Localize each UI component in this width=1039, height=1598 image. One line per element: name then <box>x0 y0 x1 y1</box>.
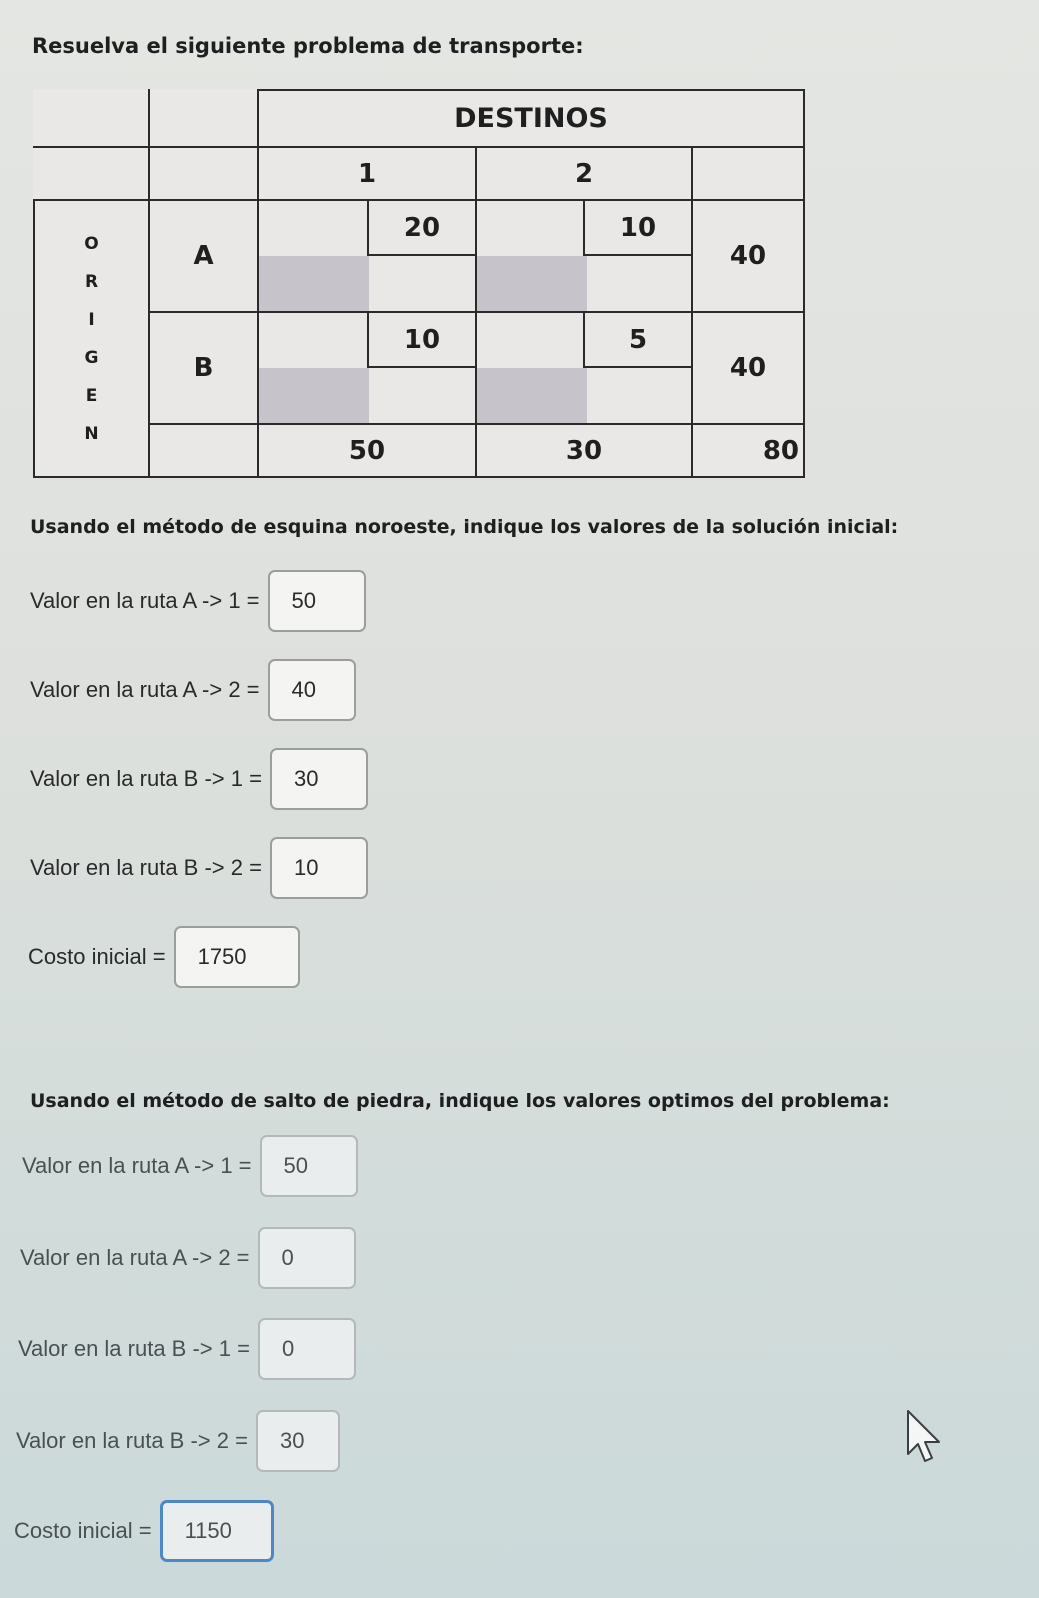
empty-demand-label <box>149 424 258 477</box>
section-1-title: Usando el método de esquina noroeste, indique los valores de la solución inicial: <box>30 516 899 538</box>
problem-title: Resuelva el siguiente problema de transporte: <box>32 34 584 58</box>
origin-a-label: A <box>149 200 258 312</box>
nw-route-b1-row <box>30 748 368 810</box>
route-label: Valor en la ruta B -> 2 = <box>16 1428 248 1453</box>
demand-1: 50 <box>258 424 476 477</box>
cell-b-1 <box>258 312 476 424</box>
section-2-title: Usando el método de salto de piedra, indique los valores optimos del problema: <box>30 1090 890 1112</box>
total-supply-demand: 80 <box>692 424 804 477</box>
cell-a-2 <box>476 200 692 312</box>
ss-route-b1-input[interactable]: 0 <box>258 1318 356 1380</box>
ss-cost-input[interactable]: 1150 <box>160 1500 274 1562</box>
nw-route-b2-row <box>30 837 368 899</box>
nw-route-b1-input[interactable]: 30 <box>270 748 368 810</box>
origen-label <box>34 200 149 477</box>
ss-route-a1-row <box>22 1135 358 1197</box>
cost-b-2: 5 <box>583 313 691 368</box>
nw-route-a1-input[interactable]: 50 <box>268 570 366 632</box>
allocation-area <box>477 256 587 311</box>
nw-route-a2-input[interactable]: 40 <box>268 659 356 721</box>
origen-letter: E <box>85 385 98 406</box>
empty-header-cell <box>692 147 804 200</box>
cost-label: Costo inicial = <box>14 1518 152 1543</box>
origen-letter: R <box>84 271 99 292</box>
destinos-header: DESTINOS <box>258 90 804 147</box>
allocation-area <box>259 368 369 423</box>
cell-a-1 <box>258 200 476 312</box>
nw-cost-row <box>28 926 300 988</box>
supply-a: 40 <box>692 200 804 312</box>
empty-corner <box>34 147 149 200</box>
origen-letter: O <box>84 233 99 254</box>
nw-cost-input[interactable]: 1750 <box>174 926 300 988</box>
cost-a-1: 20 <box>367 201 475 256</box>
ss-route-b2-row <box>16 1410 340 1472</box>
transport-table <box>33 89 805 478</box>
ss-route-a2-input[interactable]: 0 <box>258 1227 356 1289</box>
supply-b: 40 <box>692 312 804 424</box>
cost-label: Costo inicial = <box>28 944 166 969</box>
mouse-pointer-icon <box>905 1408 949 1468</box>
route-label: Valor en la ruta A -> 1 = <box>22 1153 252 1178</box>
nw-route-a1-row <box>30 570 366 632</box>
route-label: Valor en la ruta B -> 2 = <box>30 855 262 880</box>
empty-corner <box>149 90 258 147</box>
empty-corner <box>149 147 258 200</box>
destination-1-header: 1 <box>258 147 476 200</box>
allocation-area <box>477 368 587 423</box>
origen-letter: G <box>84 347 99 368</box>
cost-b-1: 10 <box>367 313 475 368</box>
ss-route-b2-input[interactable]: 30 <box>256 1410 340 1472</box>
demand-2: 30 <box>476 424 692 477</box>
cost-a-2: 10 <box>583 201 691 256</box>
ss-route-a1-input[interactable]: 50 <box>260 1135 358 1197</box>
origin-b-label: B <box>149 312 258 424</box>
route-label: Valor en la ruta A -> 2 = <box>30 677 260 702</box>
ss-route-b1-row <box>18 1318 356 1380</box>
route-label: Valor en la ruta B -> 1 = <box>30 766 262 791</box>
allocation-area <box>259 256 369 311</box>
nw-route-b2-input[interactable]: 10 <box>270 837 368 899</box>
route-label: Valor en la ruta A -> 1 = <box>30 588 260 613</box>
route-label: Valor en la ruta A -> 2 = <box>20 1245 250 1270</box>
route-label: Valor en la ruta B -> 1 = <box>18 1336 250 1361</box>
destination-2-header: 2 <box>476 147 692 200</box>
ss-cost-row <box>14 1500 274 1562</box>
cell-b-2 <box>476 312 692 424</box>
empty-corner <box>34 90 149 147</box>
origen-letter: I <box>88 309 95 330</box>
ss-route-a2-row <box>20 1227 356 1289</box>
origen-letter: N <box>84 423 99 444</box>
nw-route-a2-row <box>30 659 356 721</box>
